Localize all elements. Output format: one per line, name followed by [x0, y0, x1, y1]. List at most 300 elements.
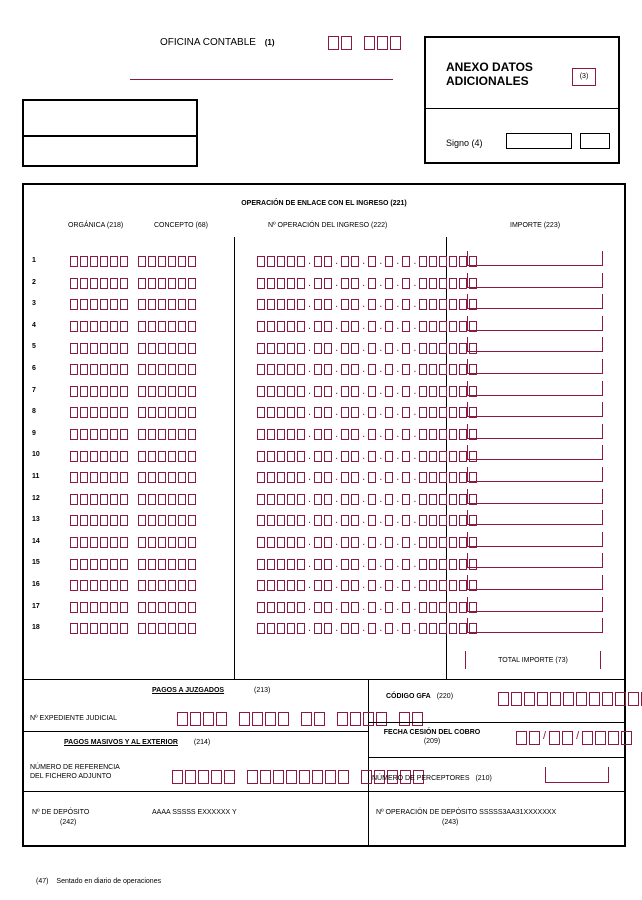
organica-box-group[interactable] — [70, 451, 128, 462]
concepto-box-group[interactable] — [138, 580, 196, 591]
char-box[interactable] — [429, 407, 437, 418]
char-box[interactable] — [351, 299, 359, 310]
organica-box-group[interactable] — [70, 623, 128, 634]
char-box[interactable] — [277, 515, 285, 526]
char-box[interactable] — [90, 515, 98, 526]
char-box[interactable] — [172, 770, 183, 784]
organica-box-group[interactable] — [70, 472, 128, 483]
char-box[interactable] — [239, 712, 250, 726]
char-box[interactable] — [138, 472, 146, 483]
char-box[interactable] — [257, 515, 265, 526]
char-box[interactable] — [178, 429, 186, 440]
importe-field[interactable] — [467, 618, 603, 633]
char-box[interactable] — [267, 278, 275, 289]
signo-field-1[interactable] — [506, 133, 572, 149]
char-box[interactable] — [368, 494, 376, 505]
noperacion-field[interactable] — [257, 577, 477, 595]
char-box[interactable] — [368, 386, 376, 397]
char-box[interactable] — [363, 712, 374, 726]
char-box[interactable] — [70, 321, 78, 332]
organica-box-group[interactable] — [70, 321, 128, 332]
char-box[interactable] — [402, 537, 410, 548]
char-box[interactable] — [267, 451, 275, 462]
char-box[interactable] — [267, 343, 275, 354]
char-box[interactable] — [267, 472, 275, 483]
organica-field[interactable] — [70, 339, 128, 357]
char-box[interactable] — [287, 623, 295, 634]
importe-field[interactable] — [467, 510, 603, 525]
concepto-box-group[interactable] — [138, 623, 196, 634]
char-box[interactable] — [402, 580, 410, 591]
char-box[interactable] — [324, 623, 332, 634]
char-box[interactable] — [439, 602, 447, 613]
noperacion-field[interactable] — [257, 383, 477, 401]
char-box[interactable] — [324, 321, 332, 332]
char-box[interactable] — [120, 386, 128, 397]
organica-field[interactable] — [70, 491, 128, 509]
char-box[interactable] — [385, 623, 393, 634]
char-box[interactable] — [110, 451, 118, 462]
char-box[interactable] — [70, 256, 78, 267]
char-box[interactable] — [419, 407, 427, 418]
char-box[interactable] — [287, 580, 295, 591]
char-box[interactable] — [120, 429, 128, 440]
char-box[interactable] — [110, 386, 118, 397]
char-box[interactable] — [110, 537, 118, 548]
char-box[interactable] — [100, 321, 108, 332]
expediente-boxes[interactable] — [177, 710, 423, 728]
char-box[interactable] — [368, 451, 376, 462]
char-box[interactable] — [449, 451, 457, 462]
char-box[interactable] — [439, 321, 447, 332]
char-box[interactable] — [429, 472, 437, 483]
noperacion-box-group[interactable] — [257, 515, 477, 526]
char-box[interactable] — [148, 386, 156, 397]
char-box[interactable] — [449, 364, 457, 375]
concepto-field[interactable] — [138, 361, 196, 379]
char-box[interactable] — [419, 472, 427, 483]
char-box[interactable] — [120, 494, 128, 505]
noperacion-field[interactable] — [257, 555, 477, 573]
char-box[interactable] — [314, 299, 322, 310]
char-box[interactable] — [90, 386, 98, 397]
char-box[interactable] — [265, 712, 276, 726]
char-box[interactable] — [314, 515, 322, 526]
char-box[interactable] — [148, 429, 156, 440]
char-box[interactable] — [100, 407, 108, 418]
concepto-field[interactable] — [138, 383, 196, 401]
char-box[interactable] — [100, 386, 108, 397]
char-box[interactable] — [110, 256, 118, 267]
char-box[interactable] — [368, 299, 376, 310]
char-box[interactable] — [419, 515, 427, 526]
char-box[interactable] — [314, 256, 322, 267]
char-box[interactable] — [402, 429, 410, 440]
char-box[interactable] — [120, 343, 128, 354]
char-box[interactable] — [158, 407, 166, 418]
importe-field[interactable] — [467, 294, 603, 309]
char-box[interactable] — [138, 256, 146, 267]
char-box[interactable] — [138, 494, 146, 505]
concepto-box-group[interactable] — [138, 494, 196, 505]
char-box[interactable] — [100, 515, 108, 526]
char-box[interactable] — [297, 602, 305, 613]
char-box[interactable] — [439, 278, 447, 289]
char-box[interactable] — [148, 515, 156, 526]
char-box[interactable] — [138, 321, 146, 332]
char-box[interactable] — [351, 321, 359, 332]
concepto-box-group[interactable] — [138, 515, 196, 526]
char-box[interactable] — [287, 515, 295, 526]
char-box[interactable] — [148, 343, 156, 354]
char-box[interactable] — [257, 451, 265, 462]
char-box[interactable] — [314, 407, 322, 418]
char-box[interactable] — [80, 407, 88, 418]
char-box[interactable] — [188, 386, 196, 397]
char-box[interactable] — [429, 278, 437, 289]
importe-field[interactable] — [467, 381, 603, 396]
char-box[interactable] — [168, 515, 176, 526]
char-box[interactable] — [287, 537, 295, 548]
char-box[interactable] — [70, 364, 78, 375]
char-box[interactable] — [257, 559, 265, 570]
char-box[interactable] — [188, 580, 196, 591]
char-box[interactable] — [385, 386, 393, 397]
char-box[interactable] — [216, 712, 227, 726]
char-box[interactable] — [287, 494, 295, 505]
char-box[interactable] — [498, 692, 509, 706]
char-box[interactable] — [80, 429, 88, 440]
char-box[interactable] — [267, 623, 275, 634]
char-box[interactable] — [341, 602, 349, 613]
noperacion-field[interactable] — [257, 447, 477, 465]
char-box[interactable] — [368, 623, 376, 634]
char-box[interactable] — [267, 494, 275, 505]
char-box[interactable] — [449, 256, 457, 267]
char-box[interactable] — [429, 321, 437, 332]
char-box[interactable] — [324, 299, 332, 310]
char-box[interactable] — [608, 731, 619, 745]
importe-field[interactable] — [467, 467, 603, 482]
char-box[interactable] — [449, 580, 457, 591]
char-box[interactable] — [110, 407, 118, 418]
char-box[interactable] — [138, 364, 146, 375]
char-box[interactable] — [324, 343, 332, 354]
concepto-field[interactable] — [138, 296, 196, 314]
char-box[interactable] — [178, 451, 186, 462]
char-box[interactable] — [402, 278, 410, 289]
char-box[interactable] — [364, 36, 375, 50]
char-box[interactable] — [368, 256, 376, 267]
char-box[interactable] — [267, 407, 275, 418]
char-box[interactable] — [385, 429, 393, 440]
noperacion-box-group[interactable] — [257, 429, 477, 440]
char-box[interactable] — [324, 537, 332, 548]
noperacion-field[interactable] — [257, 599, 477, 617]
char-box[interactable] — [429, 623, 437, 634]
char-box[interactable] — [324, 278, 332, 289]
char-box[interactable] — [90, 537, 98, 548]
char-box[interactable] — [80, 494, 88, 505]
char-box[interactable] — [314, 602, 322, 613]
char-box[interactable] — [188, 537, 196, 548]
char-box[interactable] — [70, 278, 78, 289]
char-box[interactable] — [402, 472, 410, 483]
char-box[interactable] — [385, 343, 393, 354]
char-box[interactable] — [100, 451, 108, 462]
char-box[interactable] — [70, 407, 78, 418]
char-box[interactable] — [110, 278, 118, 289]
char-box[interactable] — [449, 515, 457, 526]
char-box[interactable] — [351, 623, 359, 634]
char-box[interactable] — [297, 364, 305, 375]
char-box[interactable] — [188, 515, 196, 526]
char-box[interactable] — [449, 386, 457, 397]
char-box[interactable] — [402, 299, 410, 310]
char-box[interactable] — [537, 692, 548, 706]
char-box[interactable] — [138, 580, 146, 591]
char-box[interactable] — [110, 343, 118, 354]
noperacion-box-group[interactable] — [257, 472, 477, 483]
char-box[interactable] — [419, 386, 427, 397]
char-box[interactable] — [377, 36, 388, 50]
char-box[interactable] — [368, 580, 376, 591]
char-box[interactable] — [168, 278, 176, 289]
char-box[interactable] — [277, 407, 285, 418]
noperacion-box-group[interactable] — [257, 559, 477, 570]
char-box[interactable] — [297, 343, 305, 354]
char-box[interactable] — [100, 299, 108, 310]
char-box[interactable] — [188, 623, 196, 634]
char-box[interactable] — [419, 343, 427, 354]
char-box[interactable] — [297, 580, 305, 591]
char-box[interactable] — [100, 602, 108, 613]
organica-field[interactable] — [70, 577, 128, 595]
char-box[interactable] — [158, 343, 166, 354]
char-box[interactable] — [287, 472, 295, 483]
char-box[interactable] — [178, 299, 186, 310]
concepto-field[interactable] — [138, 620, 196, 638]
char-box[interactable] — [188, 343, 196, 354]
char-box[interactable] — [120, 602, 128, 613]
noperacion-box-group[interactable] — [257, 299, 477, 310]
char-box[interactable] — [277, 429, 285, 440]
concepto-box-group[interactable] — [138, 364, 196, 375]
char-box[interactable] — [341, 36, 352, 50]
char-box[interactable] — [148, 278, 156, 289]
importe-field[interactable] — [467, 337, 603, 352]
char-box[interactable] — [385, 559, 393, 570]
char-box[interactable] — [224, 770, 235, 784]
oficina-contable-boxes[interactable] — [328, 34, 401, 52]
char-box[interactable] — [257, 278, 265, 289]
char-box[interactable] — [325, 770, 336, 784]
char-box[interactable] — [368, 429, 376, 440]
char-box[interactable] — [80, 537, 88, 548]
importe-field[interactable] — [467, 553, 603, 568]
char-box[interactable] — [90, 559, 98, 570]
char-box[interactable] — [314, 429, 322, 440]
char-box[interactable] — [138, 451, 146, 462]
char-box[interactable] — [361, 770, 372, 784]
char-box[interactable] — [385, 278, 393, 289]
char-box[interactable] — [188, 559, 196, 570]
char-box[interactable] — [188, 321, 196, 332]
char-box[interactable] — [351, 580, 359, 591]
char-box[interactable] — [385, 515, 393, 526]
char-box[interactable] — [80, 602, 88, 613]
char-box[interactable] — [439, 429, 447, 440]
char-box[interactable] — [549, 731, 560, 745]
importe-field[interactable] — [467, 445, 603, 460]
char-box[interactable] — [297, 321, 305, 332]
concepto-field[interactable] — [138, 555, 196, 573]
char-box[interactable] — [368, 515, 376, 526]
char-box[interactable] — [562, 731, 573, 745]
char-box[interactable] — [120, 472, 128, 483]
char-box[interactable] — [449, 407, 457, 418]
char-box[interactable] — [385, 299, 393, 310]
organica-field[interactable] — [70, 253, 128, 271]
char-box[interactable] — [120, 407, 128, 418]
char-box[interactable] — [286, 770, 297, 784]
char-box[interactable] — [138, 299, 146, 310]
noperacion-field[interactable] — [257, 339, 477, 357]
char-box[interactable] — [177, 712, 188, 726]
char-box[interactable] — [70, 580, 78, 591]
char-box[interactable] — [402, 256, 410, 267]
char-box[interactable] — [257, 537, 265, 548]
char-box[interactable] — [287, 602, 295, 613]
organica-box-group[interactable] — [70, 580, 128, 591]
char-box[interactable] — [287, 364, 295, 375]
char-box[interactable] — [148, 407, 156, 418]
organica-field[interactable] — [70, 469, 128, 487]
char-box[interactable] — [277, 386, 285, 397]
char-box[interactable] — [439, 407, 447, 418]
char-box[interactable] — [257, 472, 265, 483]
char-box[interactable] — [198, 770, 209, 784]
importe-field[interactable] — [467, 316, 603, 331]
char-box[interactable] — [449, 559, 457, 570]
char-box[interactable] — [168, 299, 176, 310]
char-box[interactable] — [158, 623, 166, 634]
char-box[interactable] — [80, 623, 88, 634]
char-box[interactable] — [138, 559, 146, 570]
char-box[interactable] — [100, 472, 108, 483]
concepto-field[interactable] — [138, 599, 196, 617]
char-box[interactable] — [324, 364, 332, 375]
noperacion-field[interactable] — [257, 491, 477, 509]
char-box[interactable] — [314, 343, 322, 354]
char-box[interactable] — [110, 602, 118, 613]
organica-field[interactable] — [70, 404, 128, 422]
organica-box-group[interactable] — [70, 299, 128, 310]
char-box[interactable] — [148, 364, 156, 375]
concepto-box-group[interactable] — [138, 472, 196, 483]
noperacion-box-group[interactable] — [257, 602, 477, 613]
char-box[interactable] — [90, 364, 98, 375]
char-box[interactable] — [168, 364, 176, 375]
char-box[interactable] — [158, 256, 166, 267]
char-box[interactable] — [178, 623, 186, 634]
concepto-box-group[interactable] — [138, 321, 196, 332]
char-box[interactable] — [402, 623, 410, 634]
concepto-box-group[interactable] — [138, 429, 196, 440]
char-box[interactable] — [158, 321, 166, 332]
organica-box-group[interactable] — [70, 494, 128, 505]
char-box[interactable] — [324, 472, 332, 483]
char-box[interactable] — [203, 712, 214, 726]
char-box[interactable] — [70, 559, 78, 570]
char-box[interactable] — [188, 451, 196, 462]
char-box[interactable] — [324, 559, 332, 570]
char-box[interactable] — [341, 278, 349, 289]
char-box[interactable] — [120, 537, 128, 548]
char-box[interactable] — [429, 494, 437, 505]
char-box[interactable] — [90, 451, 98, 462]
char-box[interactable] — [385, 451, 393, 462]
char-box[interactable] — [563, 692, 574, 706]
noperacion-field[interactable] — [257, 534, 477, 552]
char-box[interactable] — [449, 537, 457, 548]
char-box[interactable] — [80, 256, 88, 267]
char-box[interactable] — [341, 537, 349, 548]
char-box[interactable] — [90, 580, 98, 591]
char-box[interactable] — [267, 429, 275, 440]
char-box[interactable] — [368, 407, 376, 418]
char-box[interactable] — [351, 602, 359, 613]
char-box[interactable] — [368, 364, 376, 375]
char-box[interactable] — [439, 580, 447, 591]
char-box[interactable] — [287, 278, 295, 289]
char-box[interactable] — [390, 36, 401, 50]
char-box[interactable] — [277, 343, 285, 354]
char-box[interactable] — [138, 623, 146, 634]
char-box[interactable] — [351, 256, 359, 267]
char-box[interactable] — [110, 623, 118, 634]
organica-field[interactable] — [70, 361, 128, 379]
char-box[interactable] — [190, 712, 201, 726]
char-box[interactable] — [351, 407, 359, 418]
char-box[interactable] — [449, 429, 457, 440]
char-box[interactable] — [257, 407, 265, 418]
organica-box-group[interactable] — [70, 559, 128, 570]
char-box[interactable] — [168, 343, 176, 354]
char-box[interactable] — [439, 256, 447, 267]
char-box[interactable] — [80, 559, 88, 570]
char-box[interactable] — [267, 515, 275, 526]
char-box[interactable] — [419, 537, 427, 548]
char-box[interactable] — [385, 602, 393, 613]
organica-field[interactable] — [70, 512, 128, 530]
char-box[interactable] — [178, 386, 186, 397]
char-box[interactable] — [385, 256, 393, 267]
noperacion-box-group[interactable] — [257, 451, 477, 462]
char-box[interactable] — [324, 429, 332, 440]
char-box[interactable] — [419, 580, 427, 591]
char-box[interactable] — [419, 602, 427, 613]
char-box[interactable] — [429, 386, 437, 397]
char-box[interactable] — [267, 386, 275, 397]
char-box[interactable] — [439, 623, 447, 634]
char-box[interactable] — [158, 559, 166, 570]
char-box[interactable] — [188, 494, 196, 505]
char-box[interactable] — [148, 256, 156, 267]
char-box[interactable] — [178, 256, 186, 267]
char-box[interactable] — [80, 386, 88, 397]
char-box[interactable] — [314, 321, 322, 332]
